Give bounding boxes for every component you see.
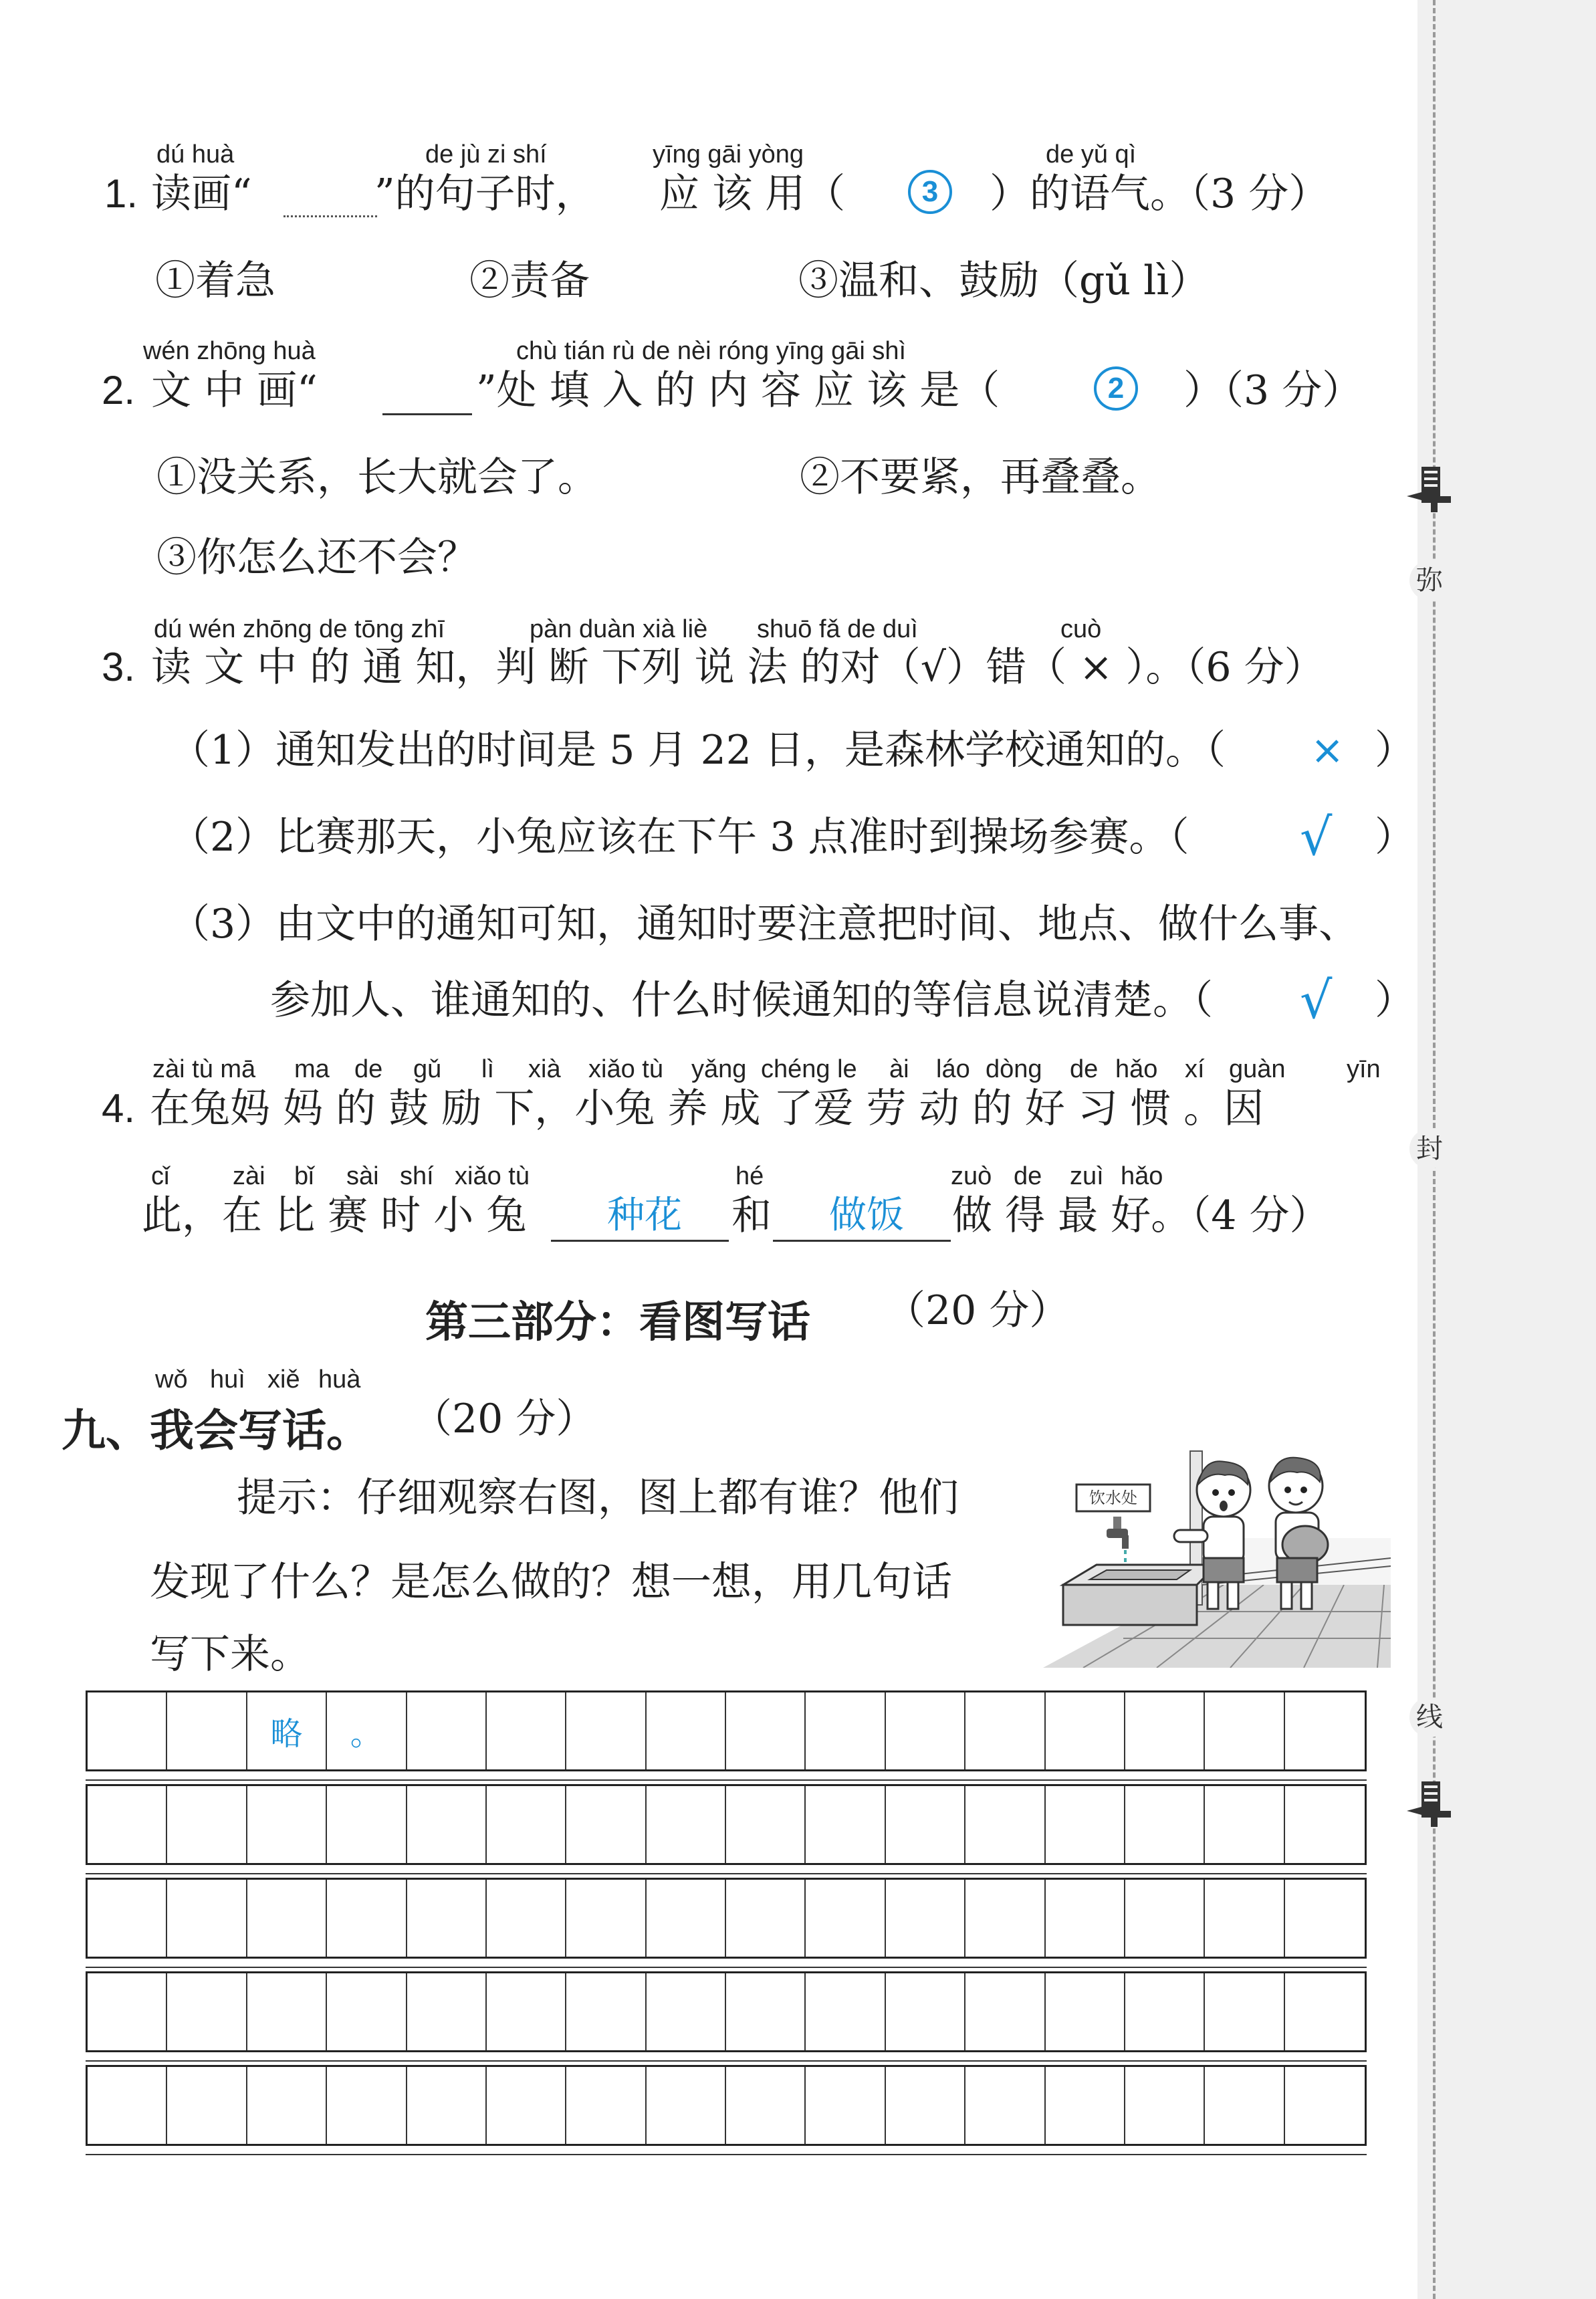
pinyin: pàn duàn xià liè	[530, 615, 708, 643]
grid-cell[interactable]	[647, 1786, 726, 1863]
pinyin: shuō fǎ de duì	[757, 615, 918, 643]
grid-cell[interactable]	[1125, 1880, 1205, 1957]
grid-cell[interactable]	[566, 1973, 646, 2050]
grid-cell[interactable]	[1046, 2067, 1125, 2144]
row-separator	[86, 1779, 1367, 1781]
pinyin: zuò	[951, 1162, 992, 1190]
grid-cell[interactable]	[247, 2067, 327, 2144]
pinyin: cuò	[1060, 615, 1102, 643]
margin-label-xian: 线	[1409, 1697, 1450, 1737]
grid-cell[interactable]	[1285, 1973, 1365, 2050]
grid-cell[interactable]	[726, 1973, 806, 2050]
grid-cell[interactable]	[327, 1973, 407, 2050]
question-number: 1.	[104, 171, 138, 216]
grid-cell[interactable]	[1205, 1973, 1284, 2050]
grid-cell[interactable]	[566, 1692, 646, 1769]
pencil-logo-icon	[1404, 1776, 1458, 1830]
grid-cell[interactable]	[566, 1880, 646, 1957]
bracket: ）	[1375, 977, 1415, 1024]
question-text: ）（3 分）	[1183, 367, 1363, 414]
question-text: 应 该 用（	[659, 171, 846, 217]
grid-cell[interactable]	[487, 1786, 566, 1863]
grid-cell[interactable]	[886, 2067, 965, 2144]
grid-cell[interactable]	[566, 2067, 646, 2144]
pinyin: guàn	[1229, 1055, 1286, 1083]
grid-cell[interactable]	[327, 2067, 407, 2144]
grid-cell[interactable]	[487, 1973, 566, 2050]
blank-line	[382, 374, 472, 415]
grid-row	[86, 1878, 1367, 1959]
grid-cell[interactable]	[886, 1692, 965, 1769]
row-separator	[86, 2060, 1367, 2062]
answer-char: 。	[350, 1715, 382, 1753]
grid-cell[interactable]	[886, 1880, 965, 1957]
grid-cell[interactable]	[167, 1786, 247, 1863]
fill-answer-1: 种花	[607, 1194, 682, 1237]
pinyin: dòng	[986, 1055, 1042, 1083]
row-separator	[86, 2154, 1367, 2155]
pinyin: ma	[294, 1055, 330, 1083]
pinyin: cǐ	[151, 1162, 170, 1190]
grid-cell[interactable]	[247, 1880, 327, 1957]
pinyin: zài	[233, 1162, 265, 1190]
option: ②不要紧，再叠叠。	[800, 454, 1161, 501]
grid-cell[interactable]	[1046, 1786, 1125, 1863]
grid-cell[interactable]	[886, 1786, 965, 1863]
drinking-fountain-illustration	[1043, 1438, 1391, 1668]
grid-cell[interactable]	[965, 1880, 1045, 1957]
pinyin: xí	[1185, 1055, 1205, 1083]
pinyin: láo	[936, 1055, 970, 1083]
grid-cell[interactable]	[647, 1880, 726, 1957]
question-text: 做 得 最 好。（4 分）	[952, 1192, 1330, 1239]
grid-cell[interactable]	[726, 2067, 806, 2144]
grid-cell[interactable]	[1205, 1880, 1284, 1957]
option: ①没关系，长大就会了。	[156, 454, 598, 501]
question-text: 文 中 画“	[151, 367, 318, 414]
question-text: 读 文 中 的 通 知，判 断 下列 说 法 的对（√）错（ × ）。（6 分）	[151, 644, 1325, 691]
pinyin: xiǎo tù	[588, 1055, 663, 1083]
grid-cell[interactable]	[1046, 1973, 1125, 2050]
grid-cell[interactable]	[247, 1973, 327, 2050]
grid-cell[interactable]	[1125, 1973, 1205, 2050]
grid-cell[interactable]	[247, 1692, 327, 1769]
grid-cell[interactable]	[806, 1973, 885, 2050]
grid-cell[interactable]	[1125, 1786, 1205, 1863]
pinyin: xià	[528, 1055, 561, 1083]
grid-cell[interactable]	[167, 2067, 247, 2144]
pinyin: bǐ	[294, 1162, 314, 1190]
answer-char: 略	[270, 1715, 303, 1753]
grid-cell[interactable]	[965, 1692, 1045, 1769]
grid-cell[interactable]	[886, 1973, 965, 2050]
grid-cell[interactable]	[647, 1692, 726, 1769]
pinyin: chù tián rù de nèi róng yīng gāi shì	[516, 337, 907, 365]
grid-cell[interactable]	[407, 2067, 487, 2144]
question-text: 此，在 比 赛 时 小 兔	[142, 1192, 527, 1239]
judge-answer: √	[1300, 807, 1333, 867]
pinyin: de	[354, 1055, 383, 1083]
grid-cell[interactable]	[487, 1692, 566, 1769]
pinyin: hé	[735, 1162, 764, 1190]
grid-cell[interactable]	[965, 1973, 1045, 2050]
prompt-line: 提示：仔细观察右图，图上都有谁？他们	[237, 1474, 959, 1521]
pinyin: chéng le	[761, 1055, 857, 1083]
grid-cell[interactable]	[965, 2067, 1045, 2144]
grid-cell[interactable]	[1205, 2067, 1284, 2144]
question-text: ”的句子时，	[374, 171, 596, 217]
grid-cell[interactable]	[965, 1786, 1045, 1863]
grid-cell[interactable]	[566, 1786, 646, 1863]
grid-cell[interactable]	[1285, 1880, 1365, 1957]
grid-cell[interactable]	[407, 1786, 487, 1863]
pinyin: de	[1070, 1055, 1099, 1083]
grid-cell[interactable]	[806, 2067, 885, 2144]
pinyin: zuì	[1070, 1162, 1104, 1190]
pinyin: hǎo	[1121, 1162, 1163, 1190]
grid-cell[interactable]	[327, 1880, 407, 1957]
pinyin: hǎo	[1115, 1055, 1158, 1083]
grid-cell[interactable]	[726, 1786, 806, 1863]
grid-cell[interactable]	[1125, 2067, 1205, 2144]
grid-cell[interactable]	[327, 1692, 407, 1769]
sign-text: 饮水处	[1089, 1489, 1137, 1507]
question-number: 2.	[102, 368, 136, 413]
question-number: 3.	[102, 645, 136, 689]
grid-cell[interactable]	[167, 1692, 247, 1769]
question-score: （20 分）	[412, 1396, 596, 1442]
grid-cell[interactable]	[247, 1786, 327, 1863]
option: ①着急	[155, 257, 275, 304]
grid-cell[interactable]	[1285, 2067, 1365, 2144]
grid-cell[interactable]	[1046, 1692, 1125, 1769]
judge-answer: ×	[1310, 727, 1345, 774]
grid-cell[interactable]	[487, 1880, 566, 1957]
pinyin: huà	[318, 1365, 361, 1394]
grid-cell[interactable]	[167, 1880, 247, 1957]
pinyin: yǎng	[691, 1055, 747, 1083]
grid-cell[interactable]	[88, 2067, 167, 2144]
grid-row	[86, 1690, 1367, 1771]
pinyin: yīn	[1347, 1055, 1381, 1083]
pinyin: shí	[400, 1162, 434, 1190]
option: ③温和、鼓励（gǔ lì）	[798, 257, 1210, 304]
grid-cell[interactable]	[1285, 1692, 1365, 1769]
pinyin: dú huà	[156, 140, 235, 169]
judge-item: （1）通知发出的时间是 5 月 22 日，是森林学校通知的。（	[170, 727, 1226, 774]
grid-row	[86, 2065, 1367, 2146]
option: ③你怎么还不会？	[156, 534, 477, 581]
grid-cell[interactable]	[1285, 1786, 1365, 1863]
answer-circle: 3	[908, 170, 952, 214]
grid-cell[interactable]	[726, 1692, 806, 1769]
row-separator	[86, 1873, 1367, 1874]
grid-cell[interactable]	[647, 1973, 726, 2050]
prompt-line: 写下来。	[150, 1631, 310, 1678]
grid-cell[interactable]	[407, 1973, 487, 2050]
grid-cell[interactable]	[327, 1786, 407, 1863]
margin-label-feng: 封	[1409, 1129, 1450, 1169]
question-text: ”处 填 入 的 内 容 应 该 是（	[476, 367, 1000, 414]
question-title: 九、我会写话。	[62, 1405, 370, 1456]
fill-answer-2: 做饭	[829, 1194, 904, 1237]
option: ②责备	[469, 257, 590, 304]
pinyin: de	[1014, 1162, 1042, 1190]
pinyin: lì	[481, 1055, 494, 1083]
grid-cell[interactable]	[88, 1880, 167, 1957]
margin-label-mi: 弥	[1409, 560, 1450, 600]
question-text: ）的语气。（3 分）	[990, 171, 1329, 217]
prompt-line: 发现了什么？是怎么做的？想一想，用几句话	[150, 1559, 952, 1606]
judge-item: （3）由文中的通知可知，通知时要注意把时间、地点、做什么事、	[170, 901, 1359, 948]
grid-cell[interactable]	[407, 1692, 487, 1769]
section-title: 第三部分：看图写话	[425, 1298, 810, 1347]
pinyin: ài	[889, 1055, 909, 1083]
row-separator	[86, 1967, 1367, 1968]
bracket: ）	[1375, 727, 1415, 774]
pinyin: wǒ	[155, 1365, 188, 1394]
pencil-logo-icon	[1404, 461, 1458, 515]
pinyin: dú wén zhōng de tōng zhī	[154, 615, 445, 643]
grid-cell[interactable]	[88, 1973, 167, 2050]
grid-cell[interactable]	[806, 1880, 885, 1957]
judge-answer: √	[1300, 970, 1333, 1030]
grid-cell[interactable]	[1205, 1692, 1284, 1769]
grid-cell[interactable]	[1205, 1786, 1284, 1863]
grid-cell[interactable]	[806, 1692, 885, 1769]
pinyin: yīng gāi yòng	[653, 140, 804, 169]
section-score: （20 分）	[885, 1287, 1070, 1334]
pinyin: zài tù mā	[152, 1055, 256, 1083]
bracket: ）	[1375, 814, 1415, 861]
pinyin: xiě	[267, 1365, 300, 1394]
grid-cell[interactable]	[1125, 1692, 1205, 1769]
grid-cell[interactable]	[726, 1880, 806, 1957]
judge-item: 参加人、谁通知的、什么时候通知的等信息说清楚。（	[270, 977, 1213, 1024]
grid-cell[interactable]	[806, 1786, 885, 1863]
wavy-line-icon	[283, 215, 377, 217]
question-text: 和	[731, 1192, 772, 1239]
pinyin: de yǔ qì	[1046, 140, 1137, 169]
judge-item: （2）比赛那天，小兔应该在下午 3 点准时到操场参赛。（	[170, 814, 1189, 861]
pinyin: sài	[346, 1162, 379, 1190]
pinyin: xiǎo tù	[455, 1162, 530, 1190]
pinyin: wén zhōng huà	[143, 337, 316, 365]
grid-cell[interactable]	[167, 1973, 247, 2050]
question-text: 在兔妈 妈 的 鼓 励 下，小兔 养 成 了爱 劳 动 的 好 习 惯 。因	[150, 1085, 1264, 1132]
grid-cell[interactable]	[407, 1880, 487, 1957]
question-text: 读画“	[151, 171, 252, 217]
grid-cell[interactable]	[1046, 1880, 1125, 1957]
grid-row	[86, 1971, 1367, 2052]
pinyin: de jù zi shí	[425, 140, 547, 169]
grid-row	[86, 1784, 1367, 1865]
grid-cell[interactable]	[88, 1786, 167, 1863]
grid-cell[interactable]	[487, 2067, 566, 2144]
answer-circle: 2	[1094, 366, 1138, 411]
pinyin: huì	[210, 1365, 245, 1394]
grid-cell[interactable]	[88, 1692, 167, 1769]
question-number: 4.	[102, 1086, 136, 1131]
grid-cell[interactable]	[647, 2067, 726, 2144]
pinyin: gǔ	[413, 1055, 442, 1083]
